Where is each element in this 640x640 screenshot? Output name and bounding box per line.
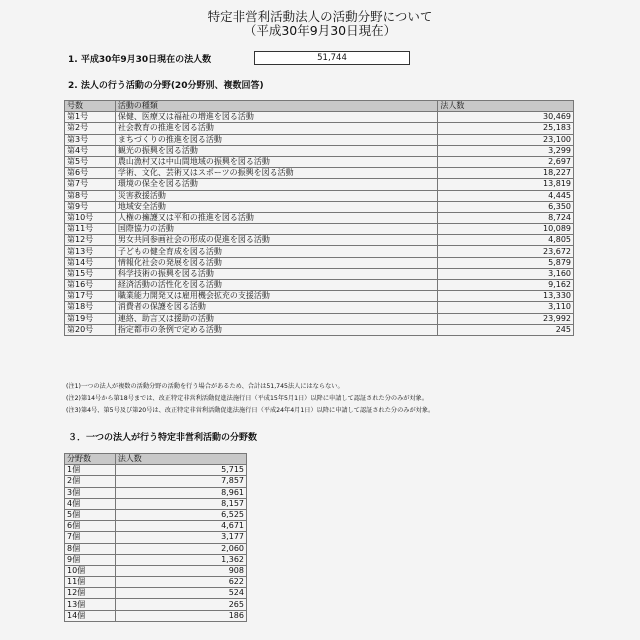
cell-activity: 農山漁村又は中山間地域の振興を図る活動 <box>115 156 437 167</box>
cell-activity: 職業能力開発又は雇用機会拡充の支援活動 <box>115 291 437 302</box>
table-row <box>65 112 574 123</box>
cell-corp-count: 8,961 <box>115 487 246 498</box>
activity-field-table <box>64 100 574 336</box>
cell-count: 5,879 <box>438 257 574 268</box>
table-row <box>65 257 574 268</box>
table-row <box>65 498 247 509</box>
header-activity: 活動の種類 <box>115 101 437 112</box>
table-row <box>65 476 247 487</box>
cell-activity: 人権の擁護又は平和の推進を図る活動 <box>115 212 437 223</box>
cell-count: 8,724 <box>438 212 574 223</box>
cell-number: 第20号 <box>65 324 116 335</box>
cell-field-count: 9個 <box>65 554 116 565</box>
cell-number: 第7号 <box>65 179 116 190</box>
header-number: 号数 <box>65 101 116 112</box>
table-row <box>65 588 247 599</box>
table-row <box>65 324 574 335</box>
cell-number: 第19号 <box>65 313 116 324</box>
cell-count: 3,160 <box>438 268 574 279</box>
table-row <box>65 291 574 302</box>
table-row <box>65 246 574 257</box>
cell-activity: 社会教育の推進を図る活動 <box>115 123 437 134</box>
page-title <box>0 10 640 38</box>
cell-count: 2,697 <box>438 156 574 167</box>
cell-count: 10,089 <box>438 224 574 235</box>
cell-activity: 学術、文化、芸術又はスポーツの振興を図る活動 <box>115 168 437 179</box>
cell-corp-count: 6,525 <box>115 509 246 520</box>
cell-field-count: 2個 <box>65 476 116 487</box>
cell-corp-count: 908 <box>115 565 246 576</box>
cell-activity: 科学技術の振興を図る活動 <box>115 268 437 279</box>
cell-count: 13,330 <box>438 291 574 302</box>
cell-field-count: 5個 <box>65 509 116 520</box>
table-row <box>65 465 247 476</box>
cell-corp-count: 186 <box>115 610 246 621</box>
table-row <box>65 532 247 543</box>
cell-corp-count: 622 <box>115 577 246 588</box>
table-row <box>65 168 574 179</box>
cell-count: 30,469 <box>438 112 574 123</box>
cell-count: 18,227 <box>438 168 574 179</box>
cell-corp-count: 265 <box>115 599 246 610</box>
cell-number: 第14号 <box>65 257 116 268</box>
cell-count: 13,819 <box>438 179 574 190</box>
header-field-count: 分野数 <box>65 454 116 465</box>
cell-activity: 観光の振興を図る活動 <box>115 145 437 156</box>
section2-label: 2. 法人の行う活動の分野(20分野別、複数回答) <box>68 81 264 91</box>
cell-number: 第1号 <box>65 112 116 123</box>
cell-count: 6,350 <box>438 201 574 212</box>
note-2: (注2)第14号から第18号までは、改正特定非営利活動促進法施行日（平成15年5月1日）以降に申請して認証された分のみが対象。 <box>66 395 429 402</box>
cell-corp-count: 3,177 <box>115 532 246 543</box>
cell-corp-count: 1,362 <box>115 554 246 565</box>
table-header-row <box>65 454 247 465</box>
cell-field-count: 1個 <box>65 465 116 476</box>
table-row <box>65 156 574 167</box>
cell-activity: 災害救援活動 <box>115 190 437 201</box>
cell-field-count: 14個 <box>65 610 116 621</box>
table-row <box>65 599 247 610</box>
table-row <box>65 145 574 156</box>
cell-corp-count: 4,671 <box>115 521 246 532</box>
cell-activity: 指定都市の条例で定める活動 <box>115 324 437 335</box>
note-1: (注1)一つの法人が複数の活動分野の活動を行う場合があるため、合計は51,745法人にはならない。 <box>66 383 344 390</box>
cell-number: 第10号 <box>65 212 116 223</box>
cell-count: 23,992 <box>438 313 574 324</box>
cell-number: 第4号 <box>65 145 116 156</box>
table-row <box>65 487 247 498</box>
cell-corp-count: 5,715 <box>115 465 246 476</box>
cell-field-count: 8個 <box>65 543 116 554</box>
cell-number: 第17号 <box>65 291 116 302</box>
cell-field-count: 6個 <box>65 521 116 532</box>
cell-count: 23,100 <box>438 134 574 145</box>
cell-number: 第8号 <box>65 190 116 201</box>
cell-count: 245 <box>438 324 574 335</box>
table-row <box>65 280 574 291</box>
cell-count: 4,445 <box>438 190 574 201</box>
cell-corp-count: 2,060 <box>115 543 246 554</box>
cell-activity: 環境の保全を図る活動 <box>115 179 437 190</box>
table-row <box>65 302 574 313</box>
cell-field-count: 13個 <box>65 599 116 610</box>
cell-activity: 男女共同参画社会の形成の促進を図る活動 <box>115 235 437 246</box>
cell-number: 第15号 <box>65 268 116 279</box>
table-row <box>65 212 574 223</box>
table-row <box>65 235 574 246</box>
table-row <box>65 521 247 532</box>
table-row <box>65 190 574 201</box>
table-row <box>65 134 574 145</box>
cell-activity: 国際協力の活動 <box>115 224 437 235</box>
cell-number: 第13号 <box>65 246 116 257</box>
cell-count: 25,183 <box>438 123 574 134</box>
cell-corp-count: 524 <box>115 588 246 599</box>
cell-field-count: 12個 <box>65 588 116 599</box>
table-row <box>65 577 247 588</box>
cell-number: 第6号 <box>65 168 116 179</box>
total-count-box: 51,744 <box>254 51 410 65</box>
cell-number: 第18号 <box>65 302 116 313</box>
cell-corp-count: 8,157 <box>115 498 246 509</box>
table-row <box>65 123 574 134</box>
cell-count: 3,299 <box>438 145 574 156</box>
cell-field-count: 4個 <box>65 498 116 509</box>
cell-count: 23,672 <box>438 246 574 257</box>
cell-activity: 連絡、助言又は援助の活動 <box>115 313 437 324</box>
cell-activity: 地域安全活動 <box>115 201 437 212</box>
table-row <box>65 224 574 235</box>
cell-number: 第9号 <box>65 201 116 212</box>
cell-count: 9,162 <box>438 280 574 291</box>
cell-number: 第3号 <box>65 134 116 145</box>
table-row <box>65 201 574 212</box>
table-row <box>65 554 247 565</box>
cell-activity: 情報化社会の発展を図る活動 <box>115 257 437 268</box>
table-row <box>65 543 247 554</box>
cell-corp-count: 7,857 <box>115 476 246 487</box>
cell-number: 第12号 <box>65 235 116 246</box>
cell-number: 第5号 <box>65 156 116 167</box>
cell-activity: 経済活動の活性化を図る活動 <box>115 280 437 291</box>
cell-field-count: 3個 <box>65 487 116 498</box>
note-3: (注3)第4号、第5号及び第20号は、改正特定非営利活動促進法施行日（平成24年4月1日）以降に申請して認証された分のみが対象。 <box>66 407 435 414</box>
table-header-row <box>65 101 574 112</box>
table-row <box>65 565 247 576</box>
cell-count: 3,110 <box>438 302 574 313</box>
cell-field-count: 11個 <box>65 577 116 588</box>
table-row <box>65 509 247 520</box>
table-row <box>65 610 247 621</box>
header-corp-count: 法人数 <box>115 454 246 465</box>
field-count-table <box>64 453 247 622</box>
cell-activity: 子どもの健全育成を図る活動 <box>115 246 437 257</box>
section3-label: ３．一つの法人が行う特定非営利活動の分野数 <box>68 433 258 443</box>
title-line-2: （平成30年9月30日現在） <box>243 23 397 38</box>
table-row <box>65 313 574 324</box>
cell-activity: 保健、医療又は福祉の増進を図る活動 <box>115 112 437 123</box>
cell-number: 第2号 <box>65 123 116 134</box>
table-row <box>65 268 574 279</box>
cell-field-count: 10個 <box>65 565 116 576</box>
cell-activity: まちづくりの推進を図る活動 <box>115 134 437 145</box>
header-count: 法人数 <box>438 101 574 112</box>
cell-activity: 消費者の保護を図る活動 <box>115 302 437 313</box>
cell-count: 4,805 <box>438 235 574 246</box>
title-line-1: 特定非営利活動法人の活動分野について <box>207 9 433 24</box>
table-row <box>65 179 574 190</box>
cell-number: 第16号 <box>65 280 116 291</box>
cell-number: 第11号 <box>65 224 116 235</box>
section1-label: 1. 平成30年9月30日現在の法人数 <box>68 55 212 65</box>
cell-field-count: 7個 <box>65 532 116 543</box>
